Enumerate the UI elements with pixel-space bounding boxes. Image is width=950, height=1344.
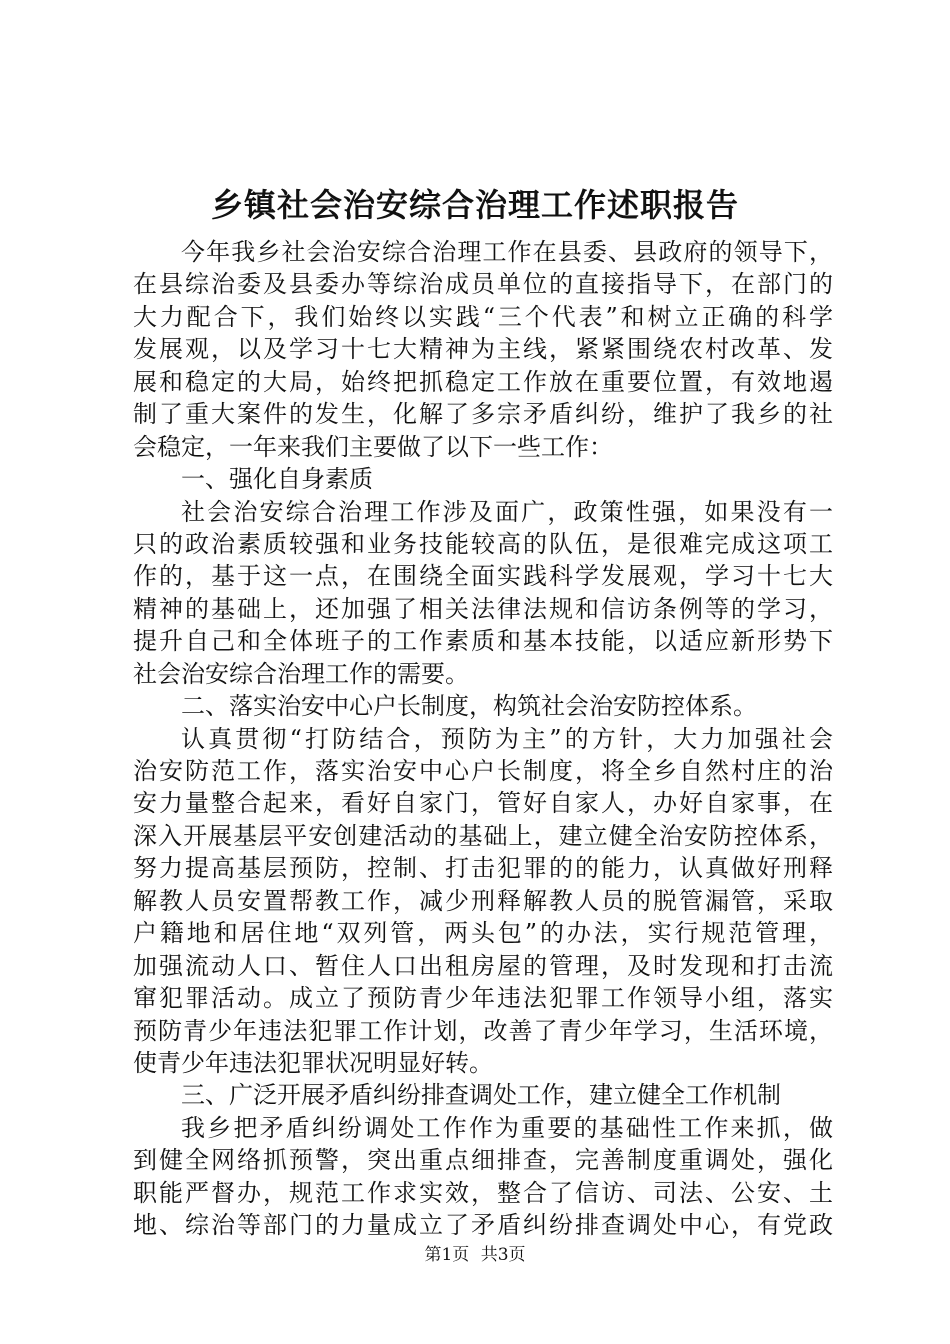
section-heading: 一、强化自身素质 xyxy=(181,465,373,494)
paragraph-line: 只的政治素质较强和业务技能较高的队伍，是很难完成这项工 xyxy=(133,529,833,558)
paragraph-line: 提升自己和全体班子的工作素质和基本技能，以适应新形势下 xyxy=(133,627,833,656)
paragraph-line: 解教人员安置帮教工作，减少刑释解教人员的脱管漏管，采取 xyxy=(133,886,833,915)
paragraph-line: 深入开展基层平安创建活动的基础上，建立健全治安防控体系， xyxy=(133,821,833,850)
paragraph-line: 窜犯罪活动。成立了预防青少年违法犯罪工作领导小组，落实 xyxy=(133,984,833,1013)
paragraph-line: 我乡把矛盾纠纷调处工作作为重要的基础性工作来抓，做 xyxy=(181,1113,833,1142)
paragraph-line: 今年我乡社会治安综合治理工作在县委、县政府的领导下， xyxy=(181,238,833,266)
document-body xyxy=(133,236,833,1242)
paragraph-line: 地、综治等部门的力量成立了矛盾纠纷排查调处中心，有党政 xyxy=(133,1211,833,1240)
paragraph-line: 发展观，以及学习十七大精神为主线，紧紧围绕农村改革、发 xyxy=(133,335,833,364)
paragraph-line: 大力配合下，我们始终以实践“三个代表”和树立正确的科学 xyxy=(133,302,833,331)
paragraph-line: 加强流动人口、暂住人口出租房屋的管理，及时发现和打击流 xyxy=(133,951,833,980)
paragraph-line: 会稳定，一年来我们主要做了以下一些工作： xyxy=(133,432,613,461)
paragraph-line: 认真贯彻“打防结合，预防为主”的方针，大力加强社会 xyxy=(181,724,833,753)
section-heading: 三、广泛开展矛盾纠纷排查调处工作，建立健全工作机制 xyxy=(181,1081,781,1110)
paragraph-line: 制了重大案件的发生，化解了多宗矛盾纠纷，维护了我乡的社 xyxy=(133,400,833,429)
paragraph-line: 职能严督办，规范工作求实效，整合了信访、司法、公安、土 xyxy=(133,1178,833,1207)
paragraph-line: 社会治安综合治理工作的需要。 xyxy=(133,659,469,688)
paragraph-line: 到健全网络抓预警，突出重点细排查，完善制度重调处，强化 xyxy=(133,1146,833,1175)
paragraph-line: 努力提高基层预防，控制、打击犯罪的的能力，认真做好刑释 xyxy=(133,854,833,883)
section-heading: 二、落实治安中心户长制度，构筑社会治安防控体系。 xyxy=(181,692,757,721)
paragraph-line: 户籍地和居住地“双列管，两头包”的办法，实行规范管理， xyxy=(133,919,833,948)
page-footer xyxy=(0,1243,950,1267)
paragraph-line: 使青少年违法犯罪状况明显好转。 xyxy=(133,1048,493,1077)
paragraph-line: 作的，基于这一点，在围绕全面实践科学发展观，学习十七大 xyxy=(133,562,833,591)
paragraph-line: 治安防范工作，落实治安中心户长制度，将全乡自然村庄的治 xyxy=(133,757,833,785)
paragraph-line: 精神的基础上，还加强了相关法律法规和信访条例等的学习， xyxy=(133,594,833,623)
paragraph-line: 在县综治委及县委办等综治成员单位的直接指导下，在部门的 xyxy=(133,270,833,299)
paragraph-line: 展和稳定的大局，始终把抓稳定工作放在重要位置，有效地遏 xyxy=(133,367,833,396)
page-total: 共3页 xyxy=(480,1245,526,1265)
paragraph-line: 社会治安综合治理工作涉及面广，政策性强，如果没有一 xyxy=(181,497,833,526)
document-title: 乡镇社会治安综合治理工作述职报告 xyxy=(210,186,739,224)
paragraph-line: 安力量整合起来，看好自家门，管好自家人，办好自家事，在 xyxy=(133,789,833,818)
paragraph-line: 预防青少年违法犯罪工作计划，改善了青少年学习，生活环境， xyxy=(133,1016,833,1045)
page-number: 第1页 xyxy=(424,1245,470,1265)
